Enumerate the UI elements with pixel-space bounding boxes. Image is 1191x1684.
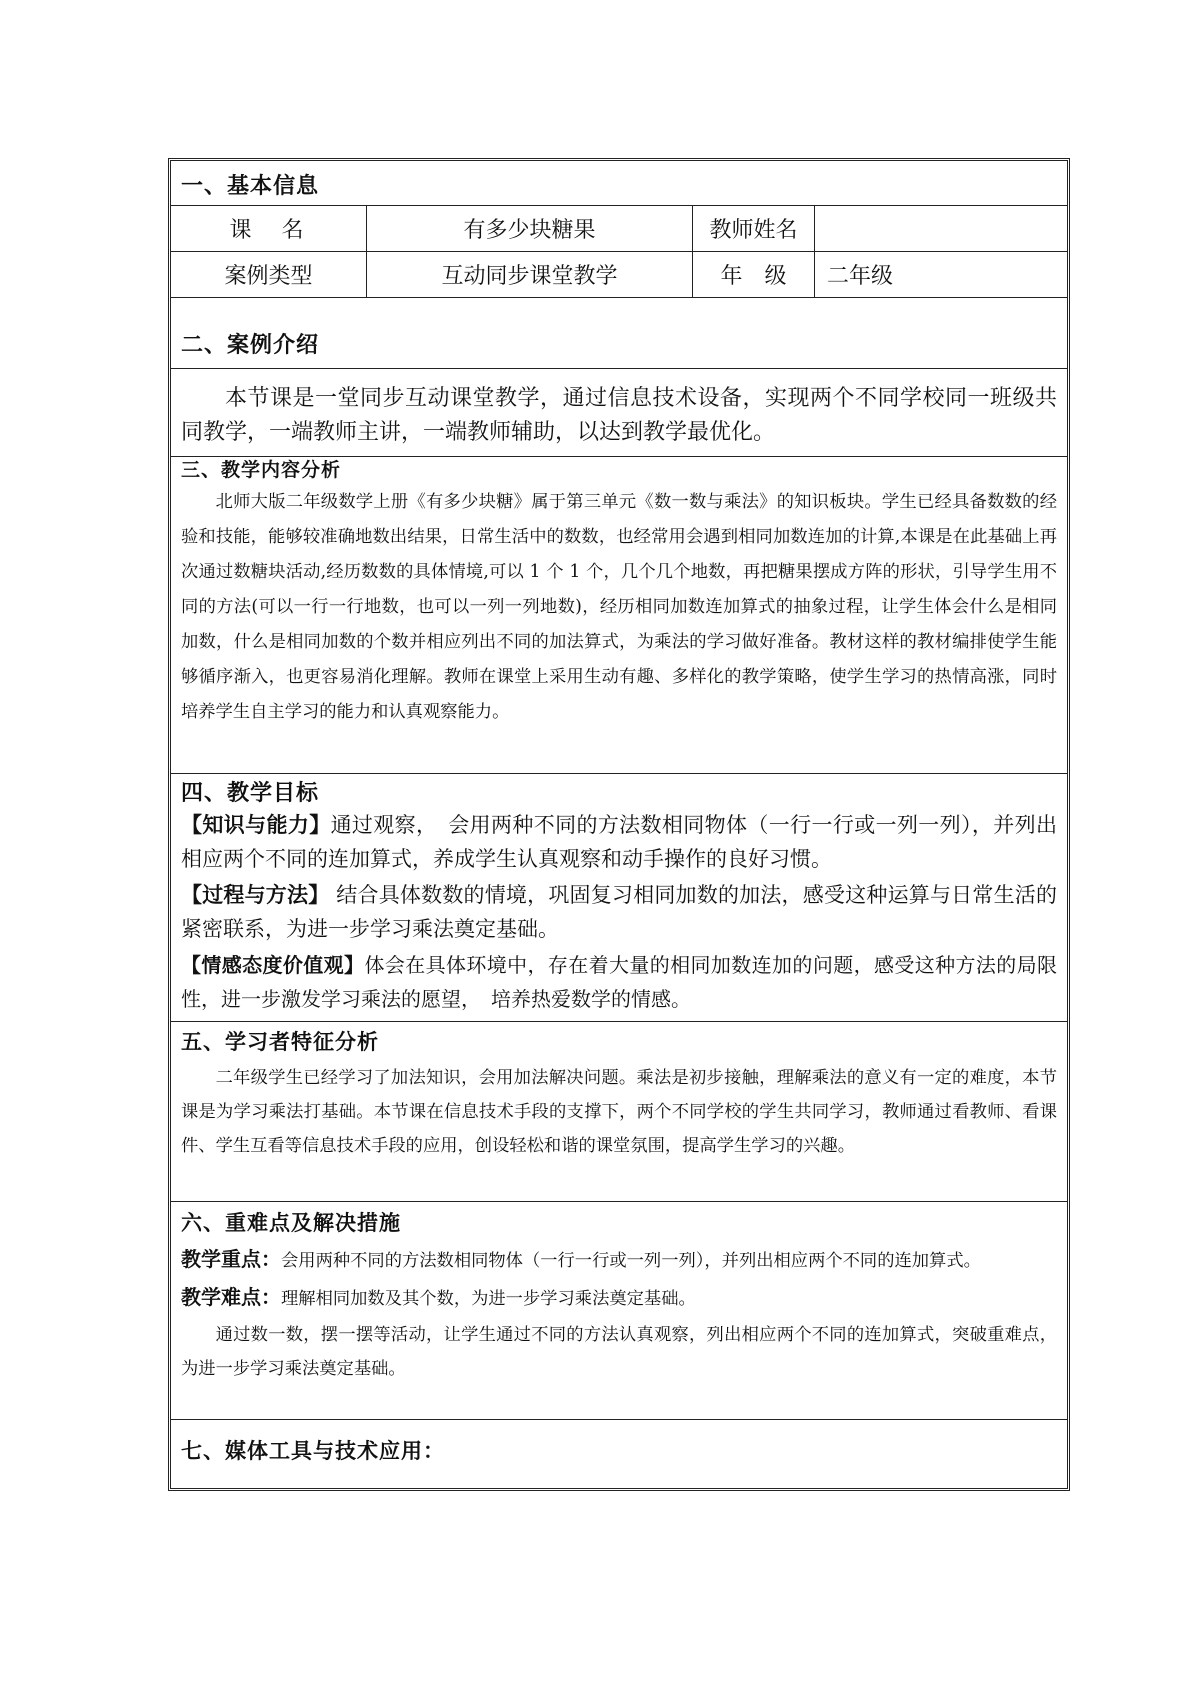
section-heading: 三、教学内容分析 (181, 459, 342, 481)
objectives-section (171, 774, 1067, 1022)
grade-label: 年 级 (693, 252, 815, 297)
focus-text: 会用两种不同的方法数相同物体（一行一行或一列一列），并列出相应两个不同的连加算式。 (281, 1251, 981, 1271)
course-name-label: 课 名 (171, 206, 367, 251)
process-label: 【过程与方法】 (181, 882, 330, 907)
difficulty-label: 教学难点： (181, 1285, 281, 1309)
process-text: 结合具体数数的情境，巩固复习相同加数的加法，感受这种运算与日常生活的紧密联系，为进一步学习乘法奠定基础。 (181, 883, 1057, 941)
case-intro-text: 本节课是一堂同步互动课堂教学，通过信息技术设备，实现两个不同学校同一班级共同教学，一端教师主讲，一端教师辅助，以达到教学最优化。 (181, 386, 1057, 445)
course-name-value: 有多少块糖果 (367, 206, 693, 251)
content-analysis-section (171, 457, 1067, 774)
emotion-objective (181, 948, 1057, 1016)
lesson-plan-table (168, 158, 1070, 1491)
key-points-section (171, 1202, 1067, 1420)
section-heading: 六、重难点及解决措施 (181, 1210, 401, 1235)
case-type-label: 案例类型 (171, 252, 367, 297)
measures-text: 通过数一数，摆一摆等活动，让学生通过不同的方法认真观察，列出相应两个不同的连加算式，突破重难点，为进一步学习乘法奠定基础。 (181, 1325, 1057, 1379)
section-heading: 一、基本信息 (181, 173, 320, 199)
difficulty-text: 理解相同加数及其个数，为进一步学习乘法奠定基础。 (281, 1289, 696, 1309)
section-heading: 七、媒体工具与技术应用： (181, 1438, 445, 1463)
case-intro-heading-row (171, 298, 1067, 369)
teacher-name-value (815, 206, 1067, 251)
section-heading: 四、教学目标 (181, 780, 320, 806)
teaching-difficulty (181, 1280, 1057, 1316)
knowledge-objective (181, 808, 1057, 876)
case-type-value: 互动同步课堂教学 (367, 252, 693, 297)
process-objective (181, 878, 1057, 946)
basic-info-section (171, 161, 1067, 206)
knowledge-text: 通过观察， 会用两种不同的方法数相同物体（一行一行或一列一列），并列出相应两个不同的连加算式，养成学生认真观察和动手操作的良好习惯。 (181, 813, 1057, 871)
emotion-text: 体会在具体环境中，存在着大量的相同加数连加的问题，感受这种方法的局限性，进一步激发学习乘法的愿望， 培养热爱数学的情感。 (181, 953, 1058, 1011)
basic-info-row-1 (171, 206, 1067, 252)
media-tools-section (171, 1420, 1067, 1488)
learner-analysis-text: 二年级学生已经学习了加法知识，会用加法解决问题。乘法是初步接触，理解乘法的意义有一定的难度，本节课是为学习乘法打基础。本节课在信息技术手段的支撑下，两个不同学校的学生共同学习，教师通过看教师、看课件、学生互看等信息技术手段的应用，创设轻松和谐的课堂氛围，提高学生学习的兴趣。 (181, 1068, 1057, 1156)
learner-analysis-section (171, 1022, 1067, 1202)
focus-label: 教学重点： (181, 1247, 281, 1271)
emotion-label: 【情感态度价值观】 (181, 953, 365, 977)
grade-value: 二年级 (827, 264, 894, 289)
knowledge-label: 【知识与能力】 (181, 812, 331, 837)
content-analysis-text: 北师大版二年级数学上册《有多少块糖》属于第三单元《数一数与乘法》的知识板块。学生已经具备数数的经验和技能，能够较准确地数出结果，日常生活中的数数，也经常用会遇到相同加数连加的计算,本课是在此基础上再次通过数糖块活动,经历数数的具体情境,可以 1 个 1 个，几个几个地数，再把糖果摆成方阵的形状，引导学生用不同的方法(可以一行一行地数，也可以一列一列地数)，经历相同加数连加算式的抽象过程，让学生体会什么是相同加数，什么是相同加数的个数并相应列出不同的加法算式，为乘法的学习做好准备。教材这样的教材编排使学生能够循序渐入，也更容易消化理解。教师在课堂上采用生动有趣、多样化的教学策略，使学生学习的热情高涨，同时培养学生自主学习的能力和认真观察能力。 (181, 492, 1057, 722)
section-heading: 五、学习者特征分析 (181, 1029, 379, 1054)
case-intro-body (171, 369, 1067, 457)
section-heading: 二、案例介绍 (181, 332, 320, 358)
basic-info-row-2 (171, 252, 1067, 298)
teacher-name-label: 教师姓名 (693, 206, 815, 251)
teaching-focus (181, 1242, 1057, 1278)
